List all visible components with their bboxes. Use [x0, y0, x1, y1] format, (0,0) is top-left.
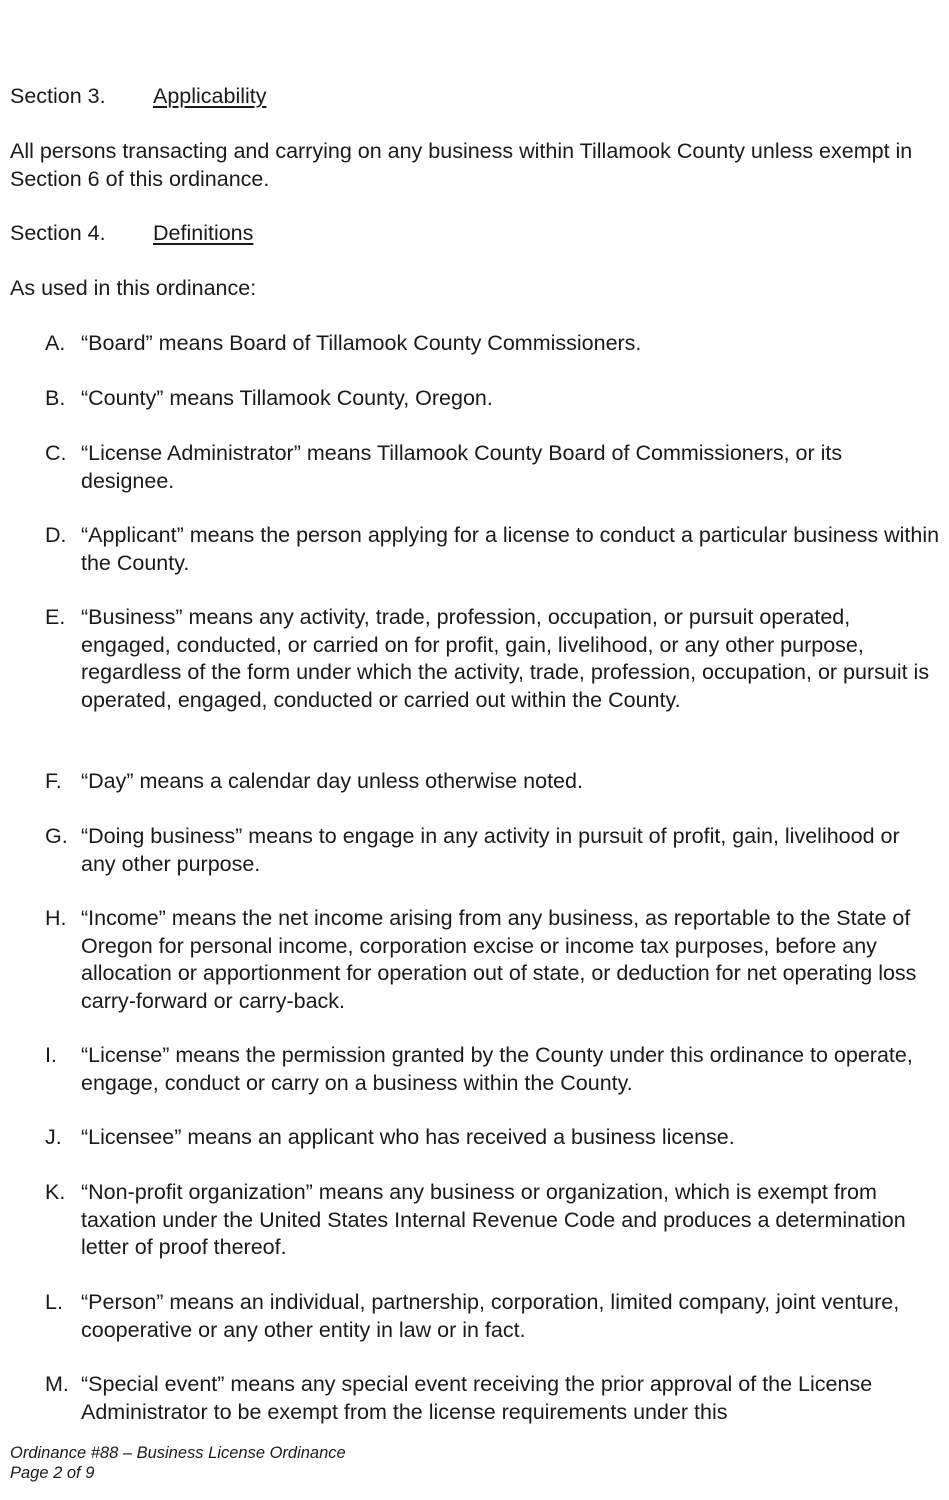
page-footer — [10, 1443, 346, 1483]
definition-item-f — [45, 768, 940, 796]
item-text: “Board” means Board of Tillamook County Commissioners. — [81, 331, 642, 355]
item-text: “Non-profit organization” means any business or organization, which is exempt from taxation under the United States Internal Revenue Code and produces a determination letter of proof thereof. — [81, 1180, 906, 1259]
item-letter: A. — [45, 331, 66, 355]
section-3-number: Section 3. — [10, 84, 106, 108]
definition-item-c — [45, 440, 940, 495]
item-letter: M. — [45, 1372, 69, 1396]
section-3-body: All persons transacting and carrying on any business within Tillamook County unless exempt in Section 6 of this ordinance. — [10, 139, 913, 191]
item-text: “County” means Tillamook County, Oregon. — [81, 386, 493, 410]
definition-item-d — [45, 522, 940, 577]
item-letter: K. — [45, 1180, 66, 1204]
item-letter: G. — [45, 824, 68, 848]
definition-item-b — [45, 385, 940, 413]
section-4-title: Definitions — [153, 221, 254, 245]
item-text: “Applicant” means the person applying for a license to conduct a particular business within the County. — [81, 523, 940, 575]
section-3-heading — [10, 83, 939, 111]
footer-page-number: Page 2 of 9 — [10, 1464, 95, 1482]
item-letter: B. — [45, 386, 66, 410]
item-letter: L. — [45, 1290, 63, 1314]
item-text: “Income” means the net income arising from any business, as reportable to the State of Oregon for personal income, corporation excise or income tax purposes, before any allocation or apportionment for operation out of state, or deduction for net operating loss carry-forward or carry-back. — [81, 906, 917, 1013]
definition-item-l — [45, 1289, 940, 1344]
definition-item-m — [45, 1371, 940, 1426]
item-text: “Special event” means any special event receiving the prior approval of the License Administrator to be exempt from the license requirements under this — [81, 1372, 873, 1424]
item-text: “Business” means any activity, trade, profession, occupation, or pursuit operated, engaged, conducted, or carried on for profit, gain, livelihood, or any other purpose, regardless of the form under which the activity, trade, profession, occupation, or pursuit is operated, engaged, conducted or carried out within the County. — [81, 605, 930, 712]
item-letter: J. — [45, 1125, 62, 1149]
item-text: “Day” means a calendar day unless otherwise noted. — [81, 769, 583, 793]
definition-item-j — [45, 1124, 940, 1152]
section-4-number: Section 4. — [10, 221, 106, 245]
item-letter: I. — [45, 1043, 57, 1067]
footer-document-title: Ordinance #88 – Business License Ordinance — [10, 1444, 346, 1462]
item-text: “Doing business” means to engage in any activity in pursuit of profit, gain, livelihood or any other purpose. — [81, 824, 900, 876]
item-letter: C. — [45, 441, 67, 465]
item-letter: E. — [45, 605, 66, 629]
section-4-intro: As used in this ordinance: — [10, 276, 257, 300]
definition-item-h — [45, 905, 940, 1015]
item-text: “License Administrator” means Tillamook County Board of Commissioners, or its designee. — [81, 441, 843, 493]
item-letter: D. — [45, 523, 67, 547]
definition-item-i — [45, 1042, 940, 1097]
item-letter: F. — [45, 769, 62, 793]
item-text: “License” means the permission granted by the County under this ordinance to operate, engage, conduct or carry on a business within the County. — [81, 1043, 913, 1095]
item-letter: H. — [45, 906, 67, 930]
definition-item-e — [45, 604, 940, 714]
definition-item-g — [45, 823, 940, 878]
section-4-heading — [10, 220, 939, 248]
item-text: “Licensee” means an applicant who has received a business license. — [81, 1125, 735, 1149]
definition-item-k — [45, 1179, 940, 1262]
definition-item-a — [45, 330, 940, 358]
section-3-title: Applicability — [153, 84, 267, 108]
item-text: “Person” means an individual, partnership, corporation, limited company, joint venture, cooperative or any other entity in law or in fact. — [81, 1290, 900, 1342]
